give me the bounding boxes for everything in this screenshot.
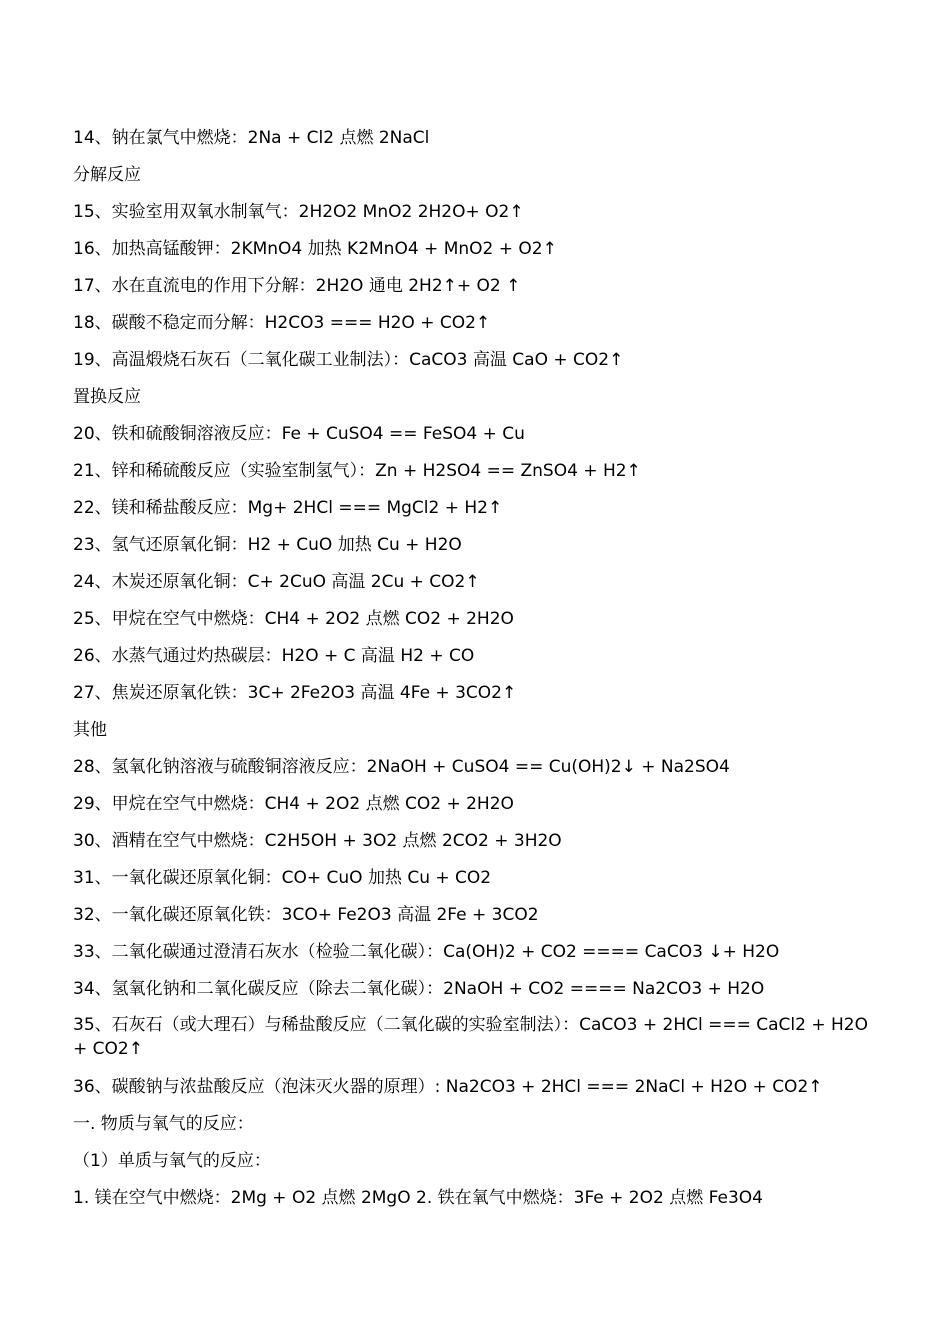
equation-line-16: 16、加热高锰酸钾：2KMnO4 加热 K2MnO4 + MnO2 + O2↑ — [73, 239, 557, 259]
equation-line-25: 25、甲烷在空气中燃烧：CH4 + 2O2 点燃 CO2 + 2H2O — [73, 609, 514, 629]
equation-line-19: 19、高温煅烧石灰石（二氧化碳工业制法）：CaCO3 高温 CaO + CO2↑ — [73, 350, 624, 370]
equation-line-14: 14、钠在氯气中燃烧：2Na + Cl2 点燃 2NaCl — [73, 128, 430, 148]
equation-line-15: 15、实验室用双氧水制氧气：2H2O2 MnO2 2H2O+ O2↑ — [73, 202, 524, 222]
section-heading-other: 其他 — [73, 720, 107, 740]
section-heading-oxygen-reactions: 一. 物质与氧气的反应： — [73, 1114, 254, 1134]
section-heading-decomposition: 分解反应 — [73, 165, 141, 185]
equation-line-28: 28、氢氧化钠溶液与硫酸铜溶液反应：2NaOH + CuSO4 == Cu(OH)2↓ + Na2SO4 — [73, 757, 730, 777]
equation-line-33: 33、二氧化碳通过澄清石灰水（检验二氧化碳）：Ca(OH)2 + CO2 ==== CaCO3 ↓+ H2O — [73, 942, 780, 962]
equation-line-18: 18、碳酸不稳定而分解：H2CO3 === H2O + CO2↑ — [73, 313, 491, 333]
equation-line-22: 22、镁和稀盐酸反应：Mg+ 2HCl === MgCl2 + H2↑ — [73, 498, 503, 518]
equation-line-36: 36、碳酸钠与浓盐酸反应（泡沫灭火器的原理）: Na2CO3 + 2HCl === 2NaCl + H2O + CO2↑ — [73, 1077, 823, 1097]
equation-line-34: 34、氢氧化钠和二氧化碳反应（除去二氧化碳）：2NaOH + CO2 ==== Na2CO3 + H2O — [73, 979, 765, 999]
subsection-heading-elements-oxygen: （1）单质与氧气的反应： — [73, 1151, 271, 1171]
equation-line-24: 24、木炭还原氧化铜：C+ 2CuO 高温 2Cu + CO2↑ — [73, 572, 480, 592]
equation-line-27: 27、焦炭还原氧化铁：3C+ 2Fe2O3 高温 4Fe + 3CO2↑ — [73, 683, 517, 703]
equation-line-31: 31、一氧化碳还原氧化铜：CO+ CuO 加热 Cu + CO2 — [73, 868, 492, 888]
equation-line-23: 23、氢气还原氧化铜：H2 + CuO 加热 Cu + H2O — [73, 535, 462, 555]
equation-line-30: 30、酒精在空气中燃烧：C2H5OH + 3O2 点燃 2CO2 + 3H2O — [73, 831, 562, 851]
section-heading-displacement: 置换反应 — [73, 387, 141, 407]
equation-line-32: 32、一氧化碳还原氧化铁：3CO+ Fe2O3 高温 2Fe + 3CO2 — [73, 905, 539, 925]
equation-line-26: 26、水蒸气通过灼热碳层：H2O + C 高温 H2 + CO — [73, 646, 475, 666]
document-page — [73, 120, 873, 1217]
equation-line-1-2: 1. 镁在空气中燃烧：2Mg + O2 点燃 2MgO 2. 铁在氧气中燃烧：3Fe + 2O2 点燃 Fe3O4 — [73, 1188, 763, 1208]
equation-line-21: 21、锌和稀硫酸反应（实验室制氢气）：Zn + H2SO4 == ZnSO4 + H2↑ — [73, 461, 641, 481]
equation-line-20: 20、铁和硫酸铜溶液反应：Fe + CuSO4 == FeSO4 + Cu — [73, 424, 525, 444]
equation-line-17: 17、水在直流电的作用下分解：2H2O 通电 2H2↑+ O2 ↑ — [73, 276, 521, 296]
equation-line-29: 29、甲烷在空气中燃烧：CH4 + 2O2 点燃 CO2 + 2H2O — [73, 794, 514, 814]
equation-line-35: 35、石灰石（或大理石）与稀盐酸反应（二氧化碳的实验室制法）：CaCO3 + 2HCl === CaCl2 + H2O + CO2↑ — [73, 1015, 868, 1059]
